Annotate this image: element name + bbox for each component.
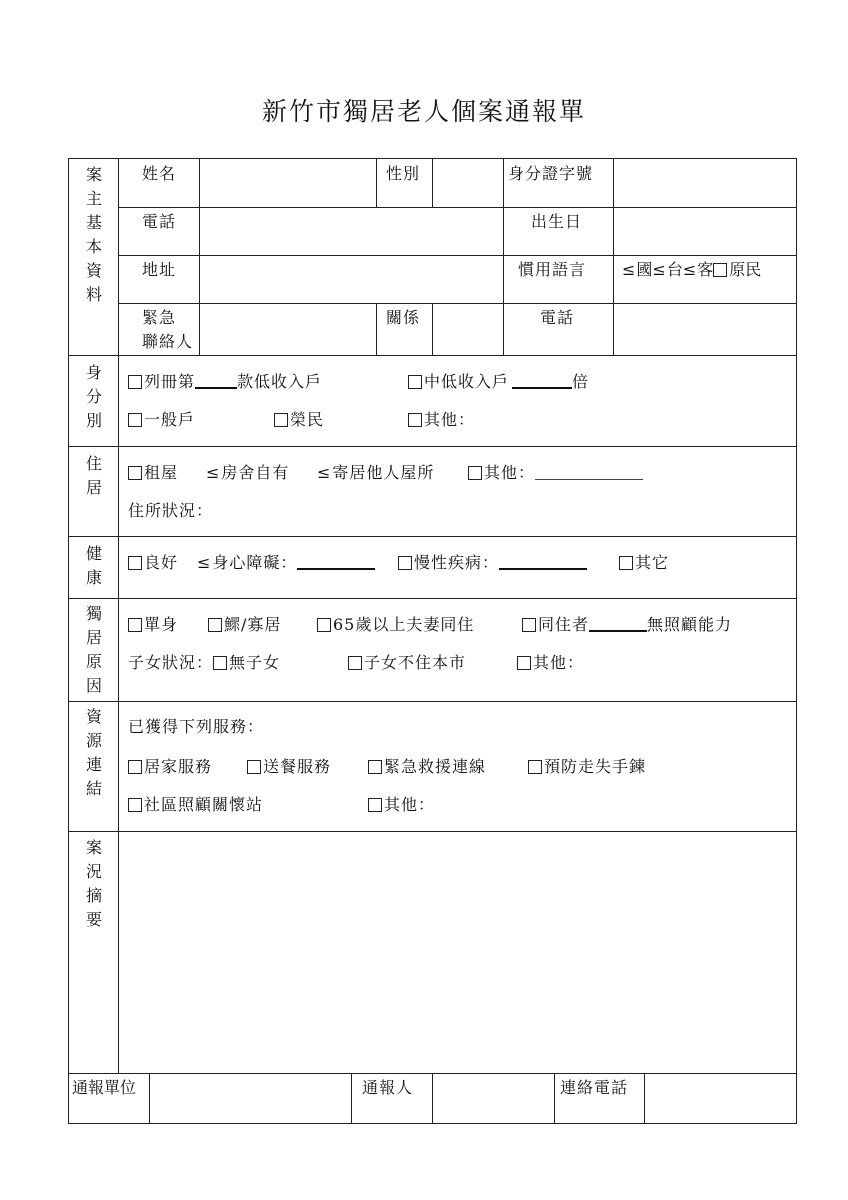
reason-not-in-city: 子女不住本市 <box>348 651 466 675</box>
housing-lodging: ≤寄居他人屋所 <box>317 461 434 485</box>
label-name: 姓名 <box>142 164 177 183</box>
section-label-resources: 資 源 連 結 <box>85 707 102 798</box>
label-birthdate: 出生日 <box>531 212 583 231</box>
checkbox-no-children[interactable] <box>213 656 227 670</box>
checkbox-meal[interactable] <box>247 760 261 774</box>
checkbox-rent[interactable] <box>128 466 142 480</box>
reason-couple: 65歲以上夫妻同住 <box>317 613 474 637</box>
housing-own: ≤房舍自有 <box>206 461 289 485</box>
section-label-summary: 案 況 摘 要 <box>85 838 102 929</box>
resource-other: 其他： <box>368 793 435 817</box>
blank-line[interactable] <box>535 479 643 480</box>
reason-cohabitant: 同住者 無照顧能力 <box>522 613 732 637</box>
checkmark-le-icon: ≤ <box>197 553 212 572</box>
label-phone: 電話 <box>142 212 177 231</box>
section-divider <box>68 701 797 702</box>
checkbox-widowed[interactable] <box>208 618 222 632</box>
reason-children: 子女狀況： 無子女 <box>128 653 281 672</box>
health-good: 良好 <box>128 551 178 575</box>
id-number-input[interactable] <box>614 159 796 207</box>
identity-row-1: 列冊第 款低收入戶 <box>128 370 322 394</box>
checkbox-couple[interactable] <box>317 618 331 632</box>
checkbox-reason-other[interactable] <box>517 656 531 670</box>
reason-other: 其他： <box>517 651 584 675</box>
emergency-contact-input[interactable] <box>200 304 376 355</box>
label-emergency-2: 聯絡人 <box>142 332 194 351</box>
col-divider <box>503 158 504 356</box>
checkbox-community[interactable] <box>128 798 142 812</box>
resource-community: 社區照顧關懷站 <box>128 793 263 817</box>
label-gender: 性別 <box>386 164 421 183</box>
blank-line[interactable] <box>195 387 237 389</box>
checkbox-general[interactable] <box>128 413 142 427</box>
col-divider <box>376 303 377 356</box>
label-contact-phone: 連絡電話 <box>560 1078 629 1097</box>
option-hakka: 客 <box>697 260 714 279</box>
section-divider <box>68 536 797 537</box>
section-label-identity: 身 分 別 <box>85 363 102 430</box>
label-reporter: 通報人 <box>362 1078 414 1097</box>
checkbox-not-in-city[interactable] <box>348 656 362 670</box>
label-language: 慣用語言 <box>518 260 587 279</box>
report-unit-input[interactable] <box>150 1074 351 1123</box>
name-input[interactable] <box>200 159 376 207</box>
housing-rent: 租屋 <box>128 461 178 485</box>
section-label-health: 健 康 <box>85 544 102 587</box>
blank-line[interactable] <box>512 387 572 389</box>
checkbox-home-service[interactable] <box>128 760 142 774</box>
checkbox-resource-other[interactable] <box>368 798 382 812</box>
page-title: 新竹市獨居老人個案通報單 <box>261 97 586 126</box>
blank-line[interactable] <box>589 630 647 632</box>
checkbox-health-other[interactable] <box>619 556 633 570</box>
checkbox-low-income[interactable] <box>128 375 142 389</box>
health-chronic: 慢性疾病： <box>398 551 587 575</box>
option-mandarin: 國 <box>636 260 653 279</box>
identity-general: 一般戶 <box>128 408 195 432</box>
checkbox-identity-other[interactable] <box>408 413 422 427</box>
checkmark-le-icon: ≤ <box>682 260 697 279</box>
resources-intro: 已獲得下列服務： <box>128 717 265 736</box>
section-label-basic: 案 主 基 本 資 料 <box>85 165 102 304</box>
housing-other: 其他： <box>468 461 643 485</box>
emergency-phone-input[interactable] <box>614 304 796 355</box>
resource-home-service: 居家服務 <box>128 755 212 779</box>
label-address: 地址 <box>142 260 177 279</box>
label-id-number: 身分證字號 <box>508 164 594 183</box>
language-options <box>622 258 761 282</box>
reason-widowed: 鰥/寡居 <box>208 613 281 637</box>
col-divider <box>376 158 377 208</box>
contact-phone-input[interactable] <box>645 1074 796 1123</box>
housing-status: 住所狀況： <box>128 501 214 520</box>
resource-emergency: 緊急救援連線 <box>368 755 486 779</box>
resource-anti-lost: 預防走失手鍊 <box>528 755 646 779</box>
label-emergency-phone: 電話 <box>540 308 575 327</box>
label-relation: 關係 <box>386 308 421 327</box>
birthdate-input[interactable] <box>614 208 796 255</box>
address-input[interactable] <box>200 256 503 303</box>
checkbox-housing-other[interactable] <box>468 466 482 480</box>
checkbox-good[interactable] <box>128 556 142 570</box>
section-label-housing: 住 居 <box>85 454 102 497</box>
checkbox-veteran[interactable] <box>274 413 288 427</box>
blank-line[interactable] <box>297 568 375 570</box>
option-taiwanese: 台 <box>666 260 683 279</box>
checkmark-le-icon: ≤ <box>206 463 221 482</box>
checkbox-emergency[interactable] <box>368 760 382 774</box>
checkmark-le-icon: ≤ <box>317 463 332 482</box>
option-indigenous: 原民 <box>729 260 762 279</box>
checkmark-le-icon: ≤ <box>622 260 636 279</box>
identity-row-1b: 中低收入戶 倍 <box>408 370 589 394</box>
checkbox-cohabitant[interactable] <box>522 618 536 632</box>
checkbox-anti-lost[interactable] <box>528 760 542 774</box>
label-report-unit: 通報單位 <box>72 1078 137 1097</box>
resource-meal: 送餐服務 <box>247 755 331 779</box>
blank-line[interactable] <box>499 568 587 570</box>
label-emergency-1: 緊急 <box>142 308 177 327</box>
checkbox-mid-low-income[interactable] <box>408 375 422 389</box>
footer-divider <box>554 1073 555 1124</box>
health-other: 其它 <box>619 551 669 575</box>
reason-single: 單身 <box>128 613 178 637</box>
case-summary-textarea[interactable] <box>119 832 796 1073</box>
checkmark-le-icon: ≤ <box>652 260 666 279</box>
relation-input[interactable] <box>433 304 503 355</box>
footer-divider <box>351 1073 352 1124</box>
section-divider <box>68 598 797 599</box>
phone-input[interactable] <box>200 208 503 255</box>
checkbox-indigenous[interactable] <box>713 263 727 277</box>
checkbox-chronic[interactable] <box>398 556 412 570</box>
checkbox-single[interactable] <box>128 618 142 632</box>
gender-input[interactable] <box>433 159 503 207</box>
health-disability: ≤身心障礙： <box>197 551 375 575</box>
section-divider <box>68 446 797 447</box>
identity-veteran: 榮民 <box>274 408 324 432</box>
identity-other: 其他： <box>408 408 475 432</box>
section-label-reason: 獨 居 原 因 <box>85 604 102 695</box>
table-border-left <box>68 158 69 1124</box>
reporter-input[interactable] <box>433 1074 554 1123</box>
